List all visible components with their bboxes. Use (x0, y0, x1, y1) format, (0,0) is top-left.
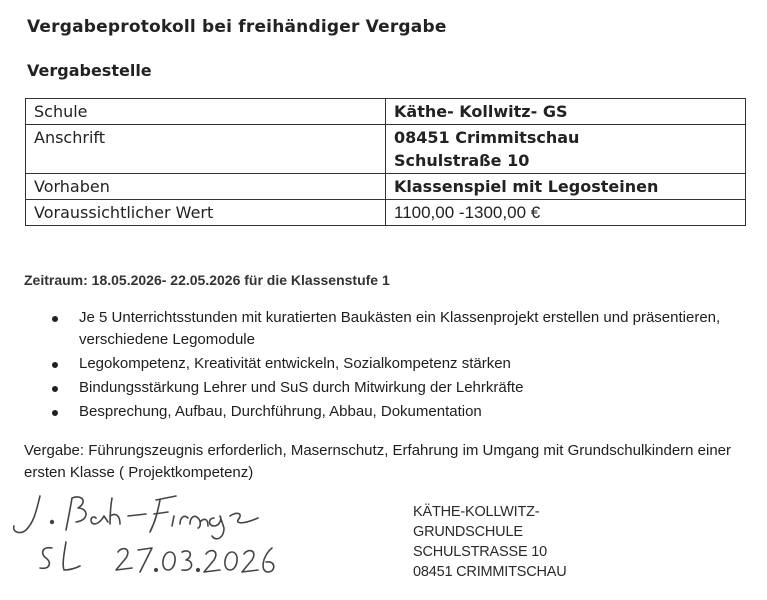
period-text: Zeitraum: 18.05.2026- 22.05.2026 für die Klassenstufe 1 (24, 272, 390, 288)
bullet-text: Legokompetenz, Kreativität entwickeln, Sozialkompetenz stärken (79, 355, 511, 372)
bullet-text: Besprechung, Aufbau, Durchführung, Abbau, Dokumentation (79, 403, 482, 420)
list-item (24, 401, 724, 423)
address-line-street: Schulstraße 10 (394, 151, 530, 170)
award-text: Vergabe: Führungszeugnis erforderlich, Masernschutz, Erfahrung im Umgang mit Grundschulkindern einer ersten Klasse ( Projektkompetenz) (24, 442, 732, 481)
table-row (26, 125, 746, 174)
row-label-estimated-value: Voraussichtlicher Wert (26, 200, 386, 226)
bullet-text: Je 5 Unterrichtsstunden mit kuratierten Baukästen ein Klassenprojekt erstellen und präsentieren, verschiedene Legomodule (79, 309, 721, 348)
bullet-text: Bindungsstärkung Lehrer und SuS durch Mitwirkung der Lehrkräfte (79, 379, 524, 396)
table-row (26, 174, 746, 200)
table-row (26, 99, 746, 125)
row-value-school: Käthe- Kollwitz- GS (386, 99, 746, 125)
row-value-project: Klassenspiel mit Legosteinen (386, 174, 746, 200)
school-stamp (413, 502, 567, 582)
handwritten-signature (0, 488, 300, 588)
list-item (24, 353, 724, 375)
bullet-list (24, 307, 724, 425)
row-label-address: Anschrift (26, 125, 386, 174)
row-label-school: Schule (26, 99, 386, 125)
list-item (24, 377, 724, 399)
bullet-icon (52, 410, 58, 416)
address-line-city: 08451 Crimmitschau (394, 128, 580, 147)
table-row (26, 200, 746, 226)
stamp-line: 08451 CRIMMITSCHAU (413, 564, 567, 580)
list-item (24, 307, 724, 351)
row-value-address (386, 125, 746, 174)
stamp-line: SCHULSTRASSE 10 (413, 544, 547, 560)
stamp-line: KÄTHE-KOLLWITZ- (413, 504, 540, 520)
bullet-icon (52, 316, 58, 322)
contracting-table (25, 98, 746, 226)
section-heading: Vergabestelle (27, 61, 152, 80)
row-label-project: Vorhaben (26, 174, 386, 200)
document-title: Vergabeprotokoll bei freihändiger Vergabe (27, 17, 447, 37)
bullet-icon (52, 362, 58, 368)
row-value-estimated-value: 1100,00 -1300,00 € (386, 200, 746, 226)
stamp-line: GRUNDSCHULE (413, 524, 523, 540)
bullet-icon (52, 386, 58, 392)
